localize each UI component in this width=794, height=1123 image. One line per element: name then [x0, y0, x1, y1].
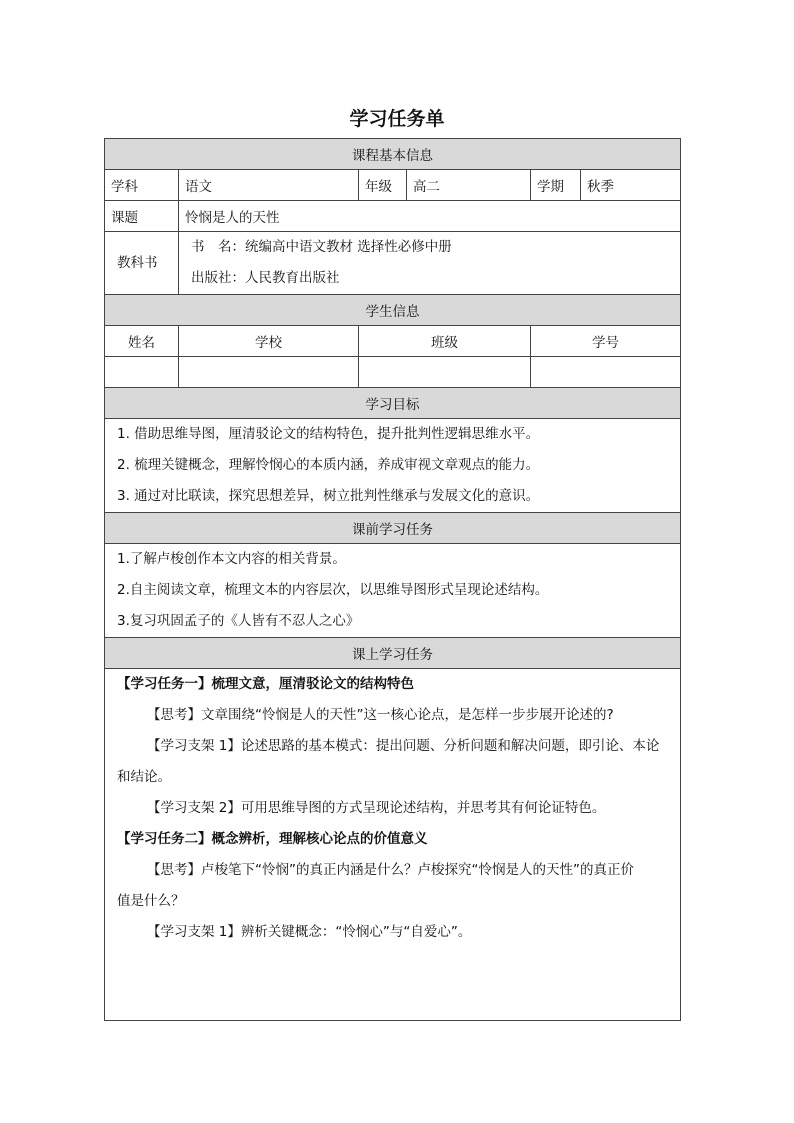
- in-class-header: 课上学习任务: [105, 638, 681, 669]
- pre-class-list: [105, 544, 681, 638]
- objective-item: 2. 梳理关键概念，理解怜悯心的本质内涵，养成审视文章观点的能力。: [117, 457, 540, 473]
- textbook-label-cell: [105, 232, 179, 295]
- task1-think: 【思考】文章围绕“怜悯是人的天性”这一核心论点，是怎样一步步展开论述的?: [147, 707, 614, 723]
- student-school-header: 学校: [179, 326, 359, 357]
- objective-item: 3. 通过对比联读，探究思想差异，树立批判性继承与发展文化的意识。: [117, 488, 540, 504]
- textbook-name: 书 名：统编高中语文教材 选择性必修中册: [191, 239, 452, 255]
- student-info-header: 学生信息: [105, 295, 681, 326]
- in-class-content: [105, 669, 681, 1021]
- task1-support2: 【学习支架 2】可用思维导图的方式呈现论述结构，并思考其有何论证特色。: [147, 800, 606, 816]
- pre-class-item: 1.了解卢梭创作本文内容的相关背景。: [117, 551, 346, 567]
- student-name-field[interactable]: [105, 357, 179, 388]
- objectives-header: 学习目标: [105, 388, 681, 419]
- task1-title: 【学习任务一】梳理文意，厘清驳论文的结构特色: [117, 676, 414, 692]
- student-name-header: 姓名: [105, 326, 179, 357]
- task-sheet-table: [104, 138, 681, 1021]
- student-class-header: 班级: [359, 326, 531, 357]
- objective-item: 1. 借助思维导图，厘清驳论文的结构特色，提升批判性逻辑思维水平。: [117, 426, 540, 442]
- grade-value: 高二: [407, 170, 531, 201]
- student-school-field[interactable]: [179, 357, 359, 388]
- student-id-header: 学号: [531, 326, 681, 357]
- task1-support1: 【学习支架 1】论述思路的基本模式：提出问题、分析问题和解决问题，即引论、本论: [147, 738, 660, 754]
- pre-class-item: 2.自主阅读文章，梳理文本的内容层次，以思维导图形式呈现论述结构。: [117, 582, 549, 598]
- topic-label: 课题: [105, 201, 179, 232]
- textbook-label: 教科书: [117, 254, 158, 271]
- term-value: 秋季: [581, 170, 681, 201]
- term-label: 学期: [531, 170, 581, 201]
- objectives-list: [105, 419, 681, 513]
- textbook-publisher: 出版社：人民教育出版社: [191, 270, 340, 286]
- course-info-header: 课程基本信息: [105, 139, 681, 170]
- student-id-field[interactable]: [531, 357, 681, 388]
- blank-area: [111, 948, 674, 1020]
- task1-support1-cont: 和结论。: [117, 769, 171, 785]
- topic-value: 怜悯是人的天性: [179, 201, 681, 232]
- pre-class-item: 3.复习巩固孟子的《人皆有不忍人之心》: [117, 613, 360, 629]
- grade-label: 年级: [359, 170, 407, 201]
- textbook-value-cell: [179, 232, 681, 295]
- subject-value: 语文: [179, 170, 359, 201]
- task2-support1: 【学习支架 1】辨析关键概念：“怜悯心”与“自爱心”。: [147, 924, 472, 940]
- subject-label: 学科: [105, 170, 179, 201]
- task2-think: 【思考】卢梭笔下“怜悯”的真正内涵是什么？卢梭探究“怜悯是人的天性”的真正价: [147, 862, 634, 878]
- pre-class-header: 课前学习任务: [105, 513, 681, 544]
- student-class-field[interactable]: [359, 357, 531, 388]
- page-title: 学习任务单: [349, 108, 445, 130]
- task2-title: 【学习任务二】概念辨析，理解核心论点的价值意义: [117, 831, 428, 847]
- task2-think-cont: 值是什么？: [117, 893, 185, 909]
